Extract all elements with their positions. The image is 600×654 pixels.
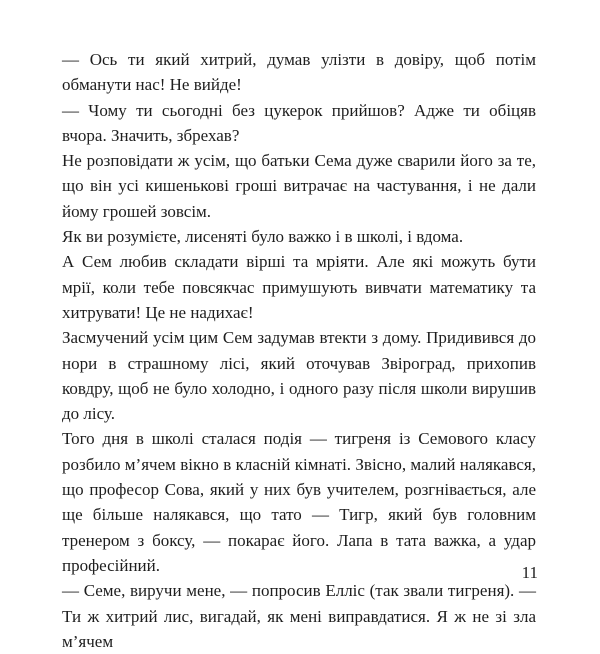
paragraph: Не розповідати ж усім, що батьки Сема дуже сварили його за те, що він усі кишенькові гроші витрачає на частування, і не дали йому грошей зовсім.: [62, 151, 536, 221]
page-number: 11: [521, 563, 538, 582]
paragraph: Того дня в школі сталася подія — тигреня із Семового класу розбило м’ячем вікно в класній кімнаті. Звісно, малий налякався, що професор Сова, який у них був учителем, розгнівається, але ще більше налякався, що тато — Тигр, який був головним тренером з боксу, — покарає його. Лапа в тата важка, а удар професійний.: [62, 429, 536, 575]
paragraph: — Семе, виручи мене, — попросив Елліс (так звали тигреня). — Ти ж хитрий лис, вигадай, як мені виправдатися. Я ж не зі зла м’ячем: [62, 581, 536, 651]
paragraph: Як ви розумієте, лисеняті було важко і в школі, і вдома.: [62, 227, 464, 247]
paragraph: — Чому ти сьогодні без цукерок прийшов? Адже ти обіцяв вчора. Значить, збрехав?: [62, 100, 536, 145]
body-text: [62, 47, 536, 654]
paragraph: — Ось ти який хитрий, думав улізти в довіру, щоб потім обманути нас! Не вийде!: [62, 50, 536, 95]
paragraph: Засмучений усім цим Сем задумав втекти з дому. Придивився до нори в страшному лісі, який оточував Звіроград, прихопив ковдру, щоб не було холодно, і одного разу після школи вирушив до лісу.: [62, 328, 536, 424]
paragraph: А Сем любив складати вірші та мріяти. Але які можуть бути мрії, коли тебе повсякчас примушують вивчати математику та хитрувати! Це не надихає!: [62, 252, 536, 322]
